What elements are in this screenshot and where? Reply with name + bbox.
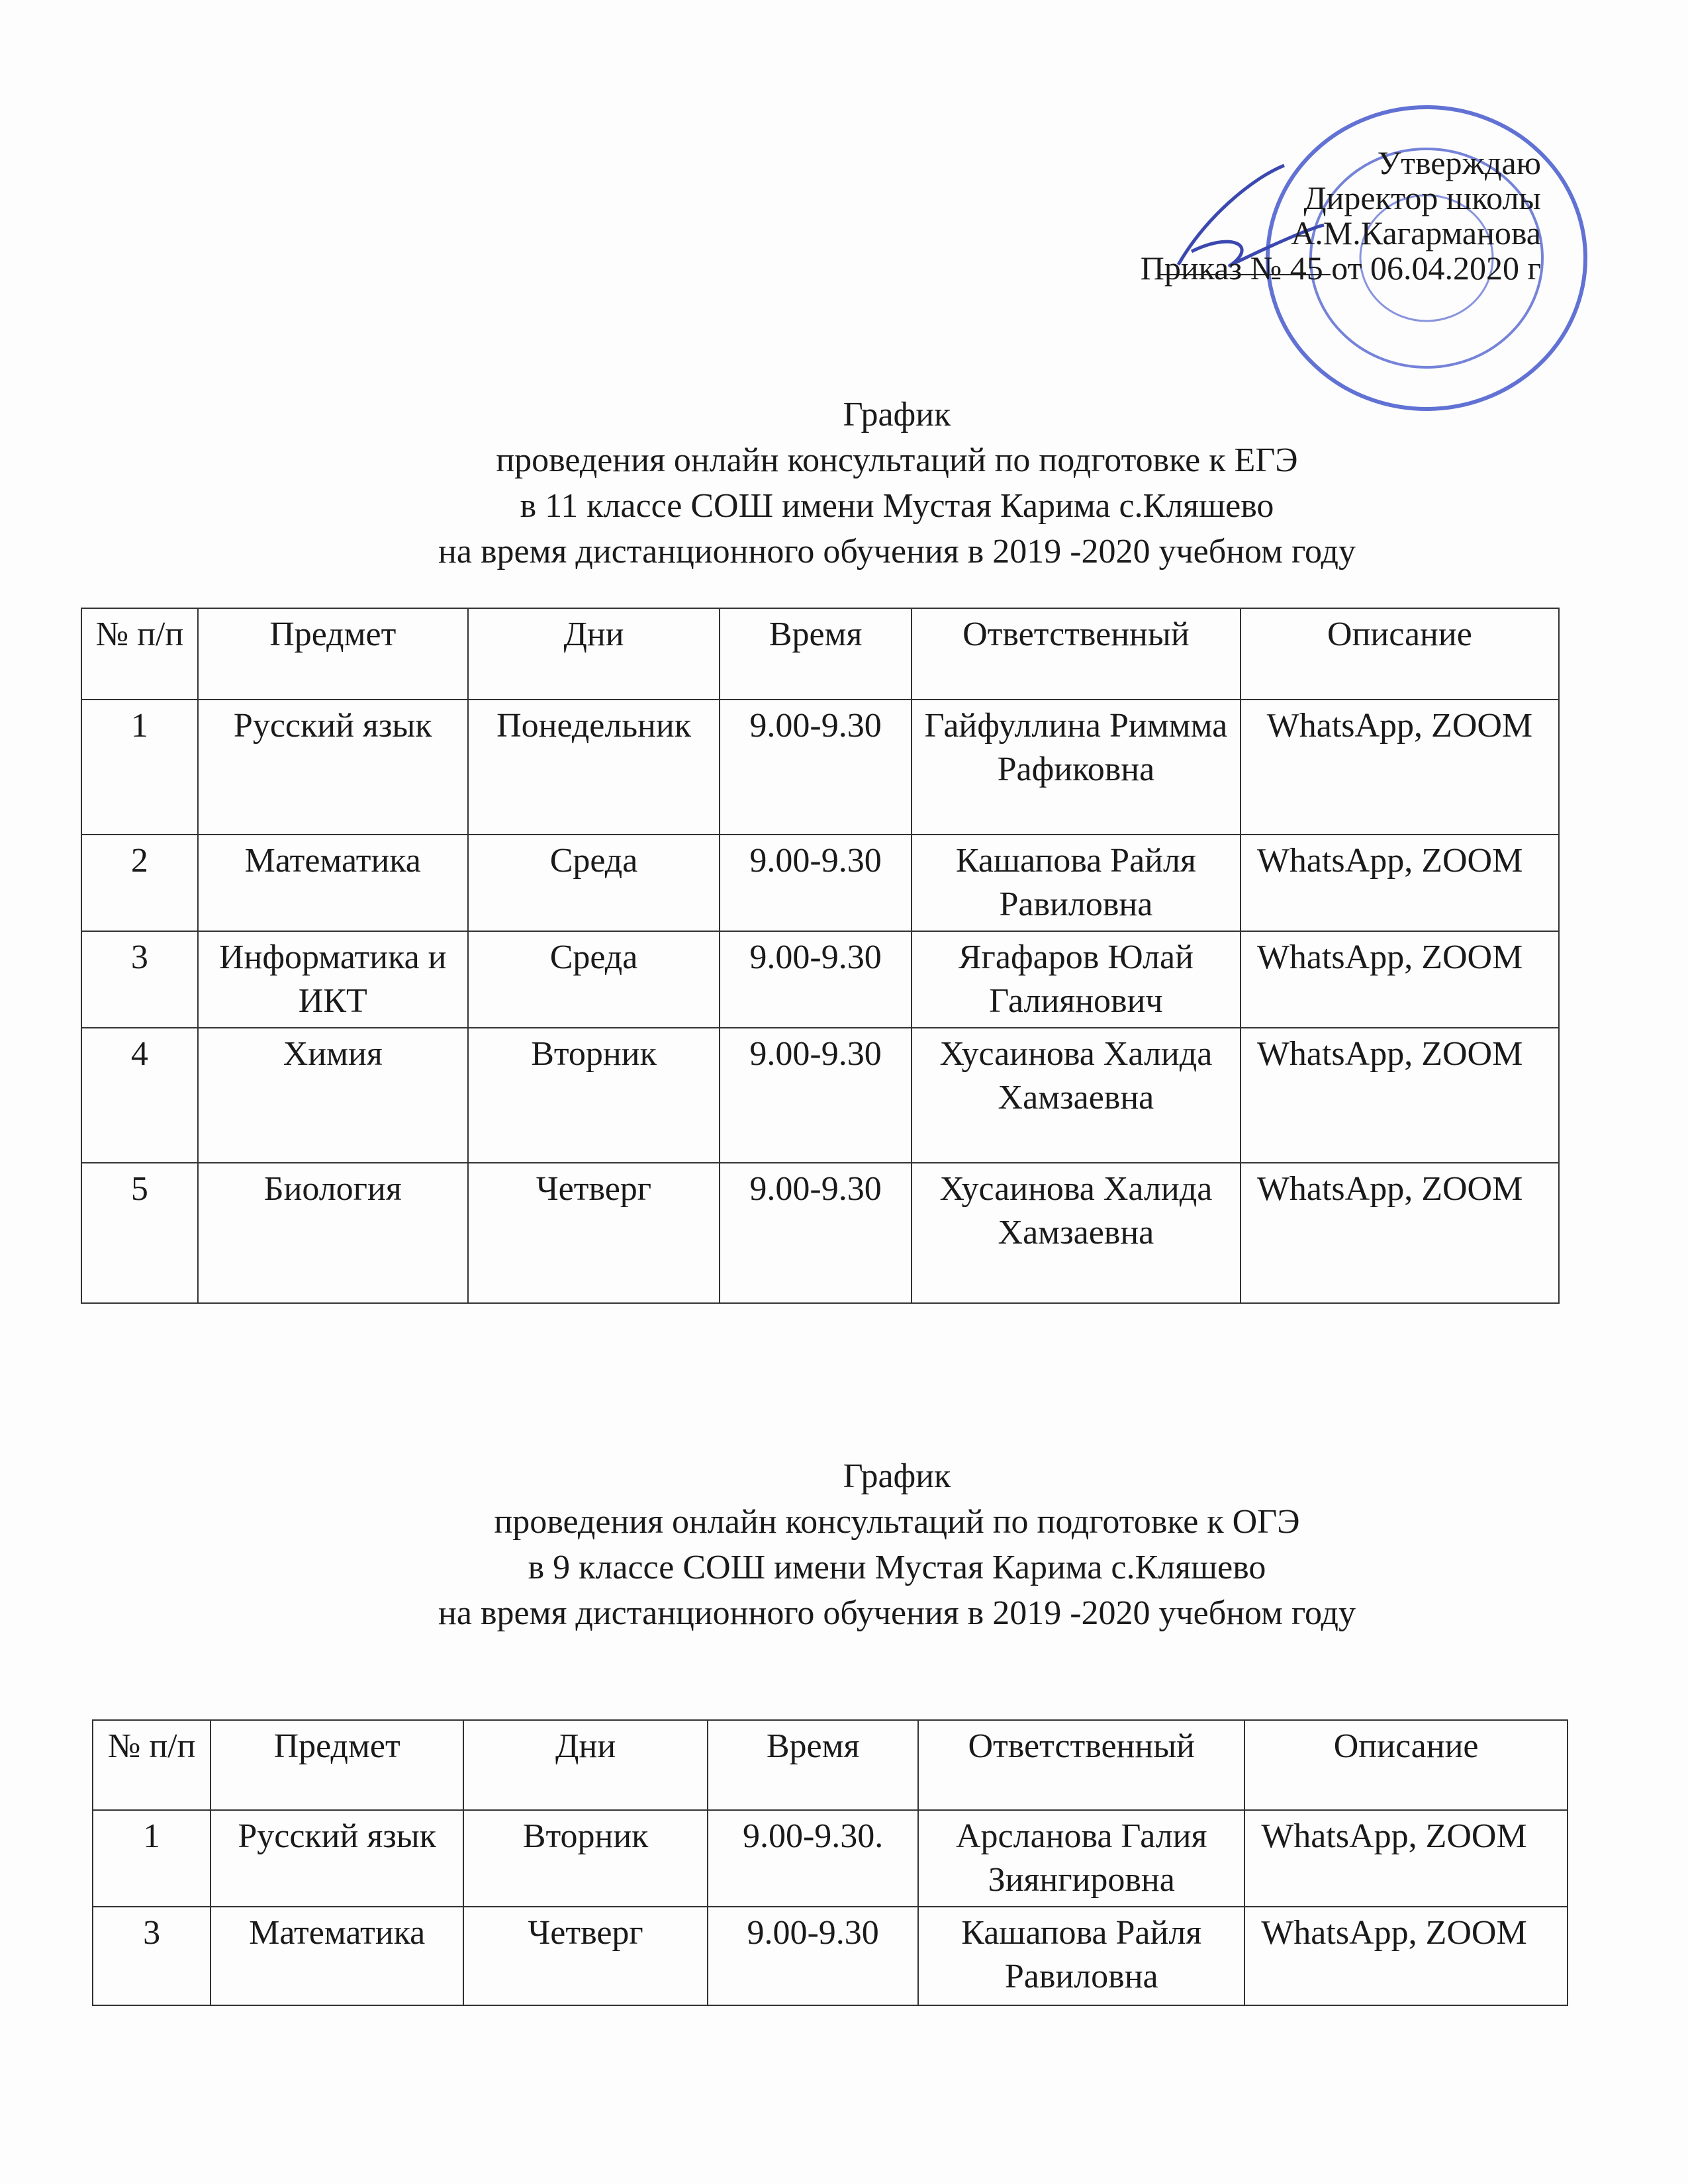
table-cell: Арсланова Галия Зиянгировна (918, 1810, 1244, 1907)
column-header: Описание (1244, 1720, 1568, 1810)
table-cell: Кашапова Райля Равиловна (912, 835, 1241, 931)
table-cell: Математика (211, 1907, 463, 2005)
table-cell: WhatsApp, ZOOM (1241, 700, 1559, 835)
table-cell: 9.00-9.30 (720, 835, 912, 931)
column-header: Ответственный (912, 608, 1241, 700)
title-line: на время дистанционного обучения в 2019 -2020 учебном году (438, 1594, 1356, 1632)
ege-title (0, 392, 1688, 574)
table-cell: 9.00-9.30 (720, 700, 912, 835)
table-row (81, 835, 1559, 931)
table-row (93, 1907, 1568, 2005)
table-cell: 9.00-9.30 (720, 1028, 912, 1163)
column-header: Описание (1241, 608, 1559, 700)
title-line: проведения онлайн консультаций по подготовке к ЕГЭ (496, 441, 1298, 479)
table-cell: Вторник (463, 1810, 708, 1907)
table-cell: Четверг (463, 1907, 708, 2005)
table-cell: 3 (81, 931, 198, 1028)
table-cell: Русский язык (198, 700, 468, 835)
table-row (81, 1028, 1559, 1163)
table-cell: Математика (198, 835, 468, 931)
table-cell: Четверг (468, 1163, 720, 1303)
table-cell: Биология (198, 1163, 468, 1303)
column-header: Дни (468, 608, 720, 700)
column-header: Предмет (198, 608, 468, 700)
table-row (81, 931, 1559, 1028)
table-cell: 1 (93, 1810, 211, 1907)
header-row (93, 1720, 1568, 1810)
table-cell: 9.00-9.30 (720, 1163, 912, 1303)
column-header: № п/п (81, 608, 198, 700)
table-cell: WhatsApp, ZOOM (1244, 1907, 1568, 2005)
oge-title (0, 1453, 1688, 1636)
table-cell: 9.00-9.30 (708, 1907, 918, 2005)
table-cell: WhatsApp, ZOOM (1241, 1163, 1559, 1303)
table-cell: WhatsApp, ZOOM (1241, 1028, 1559, 1163)
column-header: Дни (463, 1720, 708, 1810)
table-cell: Понедельник (468, 700, 720, 835)
order-number: Приказ № 45 от 06.04.2020 г (1140, 250, 1541, 287)
table-cell: WhatsApp, ZOOM (1244, 1810, 1568, 1907)
table-cell: 9.00-9.30. (708, 1810, 918, 1907)
header-row (81, 608, 1559, 700)
column-header: Ответственный (918, 1720, 1244, 1810)
table-cell: Хусаинова Халида Хамзаевна (912, 1163, 1241, 1303)
table-cell: 1 (81, 700, 198, 835)
column-header: Время (708, 1720, 918, 1810)
director-title: Директор школы (1303, 179, 1541, 216)
approval-label: Утверждаю (1377, 144, 1541, 181)
table-cell: Среда (468, 931, 720, 1028)
title-line: График (843, 1457, 951, 1495)
director-name: А.М.Кагарманова (1291, 214, 1541, 251)
oge-schedule-table (92, 1719, 1568, 2006)
table-cell: Хусаинова Халида Хамзаевна (912, 1028, 1241, 1163)
approval-block (1141, 146, 1541, 286)
table-cell: Химия (198, 1028, 468, 1163)
column-header: № п/п (93, 1720, 211, 1810)
title-line: в 9 классе СОШ имени Мустая Карима с.Кляшево (528, 1549, 1266, 1586)
table-cell: Информатика и ИКТ (198, 931, 468, 1028)
table-cell: WhatsApp, ZOOM (1241, 931, 1559, 1028)
table-cell: 5 (81, 1163, 198, 1303)
table-cell: 2 (81, 835, 198, 931)
table-row (93, 1810, 1568, 1907)
table-cell: Гайфуллина Риммма Рафиковна (912, 700, 1241, 835)
table-cell: 4 (81, 1028, 198, 1163)
title-line: График (843, 396, 951, 433)
table-row (81, 700, 1559, 835)
table-cell: WhatsApp, ZOOM (1241, 835, 1559, 931)
table-cell: Ягафаров Юлай Галиянович (912, 931, 1241, 1028)
ege-schedule-table (81, 608, 1560, 1304)
column-header: Предмет (211, 1720, 463, 1810)
table-cell: Русский язык (211, 1810, 463, 1907)
table-cell: 9.00-9.30 (720, 931, 912, 1028)
table-row (81, 1163, 1559, 1303)
table-cell: Кашапова Райля Равиловна (918, 1907, 1244, 2005)
table-cell: 3 (93, 1907, 211, 2005)
table-cell: Вторник (468, 1028, 720, 1163)
title-line: на время дистанционного обучения в 2019 -2020 учебном году (438, 533, 1356, 570)
title-line: проведения онлайн консультаций по подготовке к ОГЭ (494, 1503, 1300, 1541)
table-cell: Среда (468, 835, 720, 931)
column-header: Время (720, 608, 912, 700)
title-line: в 11 классе СОШ имени Мустая Карима с.Кляшево (520, 487, 1274, 525)
